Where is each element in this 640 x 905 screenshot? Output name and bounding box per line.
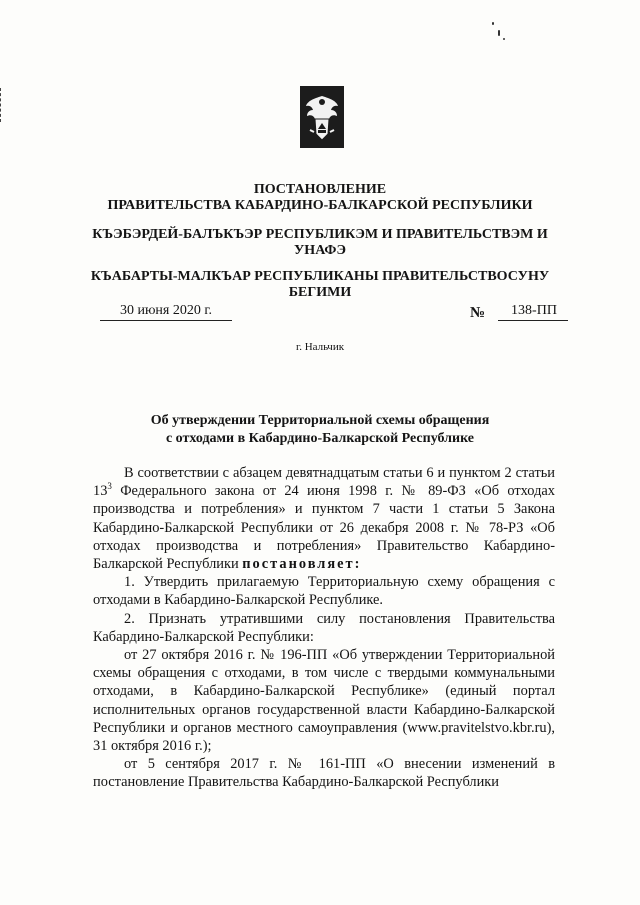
government-name-ru: ПРАВИТЕЛЬСТВА КАБАРДИНО-БАЛКАРСКОЙ РЕСПУБЛИКИ — [107, 198, 533, 213]
coat-of-arms-icon — [300, 86, 344, 148]
title-line: с отходами в Кабардино-Балкарской Республике — [165, 431, 475, 446]
government-name-kabardian-line2: УНАФЭ — [294, 243, 346, 258]
document-title — [90, 412, 550, 448]
repealed-act-2: от 5 сентября 2017 г. № 161-ПП «О внесении изменений в постановление Правительства Кабардино-Балкарской Республики — [93, 756, 555, 791]
government-name-kabardian-line1: КЪЭБЭРДЕЙ-БАЛЪКЪЭР РЕСПУБЛИКЭМ И ПРАВИТЕЛЬСТВЭМ И — [92, 227, 548, 242]
scan-speck — [492, 22, 494, 25]
preamble-paragraph — [93, 464, 555, 573]
scan-edge-mark — [0, 88, 3, 122]
doc-type-heading: ПОСТАНОВЛЕНИЕ — [253, 182, 387, 197]
document-number: 138-ПП — [511, 303, 557, 318]
date-underline — [100, 320, 232, 321]
government-name-balkar-line1: КЪАБАРТЫ-МАЛКЪАР РЕСПУБЛИКАНЫ ПРАВИТЕЛЬСТВОСУНУ — [90, 269, 550, 284]
document-date: 30 июня 2020 г. — [119, 303, 213, 318]
number-sign: № — [470, 305, 486, 321]
government-name-balkar-line2: БЕГИМИ — [288, 285, 352, 300]
preamble-text-cont: Федерального закона от 24 июня 1998 г. № 89-ФЗ «Об отходах производства и потребления» и пунктом 7 части 1 статьи 5 Закона Кабардино-Балкарской Республики от 26 декабря 2008 г. № 78-РЗ «Об отходах производства и потребления» Правительство Кабардино-Балкарской Республики — [93, 483, 555, 573]
preamble-text: В соответствии с абзацем девятнадцатым статьи 6 и пунктом 2 статьи 13 — [93, 465, 555, 500]
city: г. Нальчик — [295, 341, 345, 353]
document-body — [93, 464, 555, 792]
title-line: Об утверждении Территориальной схемы обращения — [150, 413, 490, 428]
repealed-act-1: от 27 октября 2016 г. № 196-ПП «Об утверждении Территориальной схемы обращения с отходами, в том числе с твердыми коммунальными отходами, в Кабардино-Балкарской Республике» (единый портал исполнительных органов государственной власти Кабардино-Балкарской Республики и органов местного самоуправления (www.pravitelstvo.kbr.ru), 31 октября 2016 г.); — [93, 647, 555, 755]
scan-speck — [498, 30, 500, 36]
scan-speck — [503, 38, 505, 40]
superscript: 3 — [107, 481, 112, 492]
number-underline — [498, 320, 568, 321]
decides-keyword: постановляет: — [242, 556, 362, 573]
clause-1: 1. Утвердить прилагаемую Территориальную схему обращения с отходами в Кабардино-Балкарской Республике. — [93, 574, 555, 609]
clause-2: 2. Признать утратившими силу постановления Правительства Кабардино-Балкарской Республики: — [93, 610, 555, 645]
